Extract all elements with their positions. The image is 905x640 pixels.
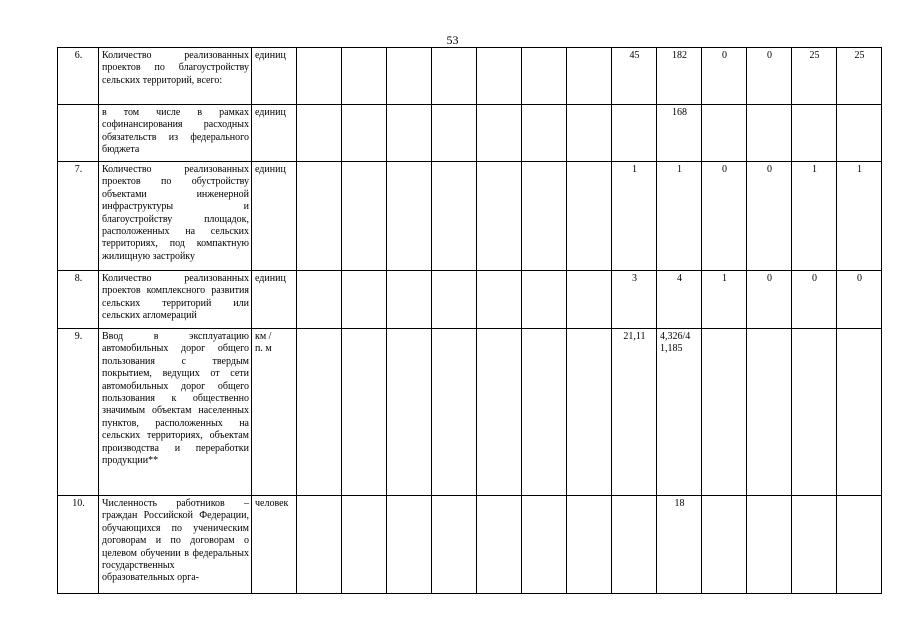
value-cell [837, 329, 882, 496]
indicator-name: Ввод в эксплуатацию автомобильных дорог общего пользования с твердым покрытием, ведущих от сети автомобильных дорог общего пользования к общественно значимым объектам населенных пунктов, расположенных на сельских территориях, объектам производства и переработки продукции** [99, 329, 252, 496]
value-cell [477, 496, 522, 594]
value-cell [747, 329, 792, 496]
value-cell [567, 496, 612, 594]
value-cell [702, 329, 747, 496]
value-cell [297, 48, 342, 105]
value-cell [387, 271, 432, 329]
table-row [58, 48, 882, 105]
page-number: 53 [446, 33, 459, 47]
value-cell [342, 162, 387, 271]
value-cell [477, 162, 522, 271]
value-cell [297, 496, 342, 594]
value-cell [387, 162, 432, 271]
value-cell [522, 105, 567, 162]
value-cell [387, 48, 432, 105]
row-number: 8. [58, 271, 99, 329]
value-cell: 1 [837, 162, 882, 271]
value-cell: 4,326/4 1,185 [657, 329, 702, 496]
value-cell [387, 105, 432, 162]
value-cell [567, 162, 612, 271]
table-row [58, 329, 882, 496]
value-cell [477, 271, 522, 329]
value-cell [522, 271, 567, 329]
indicator-name: Количество реализованных проектов по благоустройству сельских территорий, всего: [99, 48, 252, 105]
value-cell: 0 [747, 48, 792, 105]
value-cell: 25 [792, 48, 837, 105]
indicator-name: в том числе в рамках софинансирования расходных обязательств из федерального бюджета [99, 105, 252, 162]
unit-cell: человек [252, 496, 297, 594]
value-cell [612, 496, 657, 594]
value-cell: 182 [657, 48, 702, 105]
unit-cell: единиц [252, 271, 297, 329]
value-cell [477, 329, 522, 496]
indicators-table [57, 47, 882, 594]
value-cell [702, 105, 747, 162]
value-cell: 45 [612, 48, 657, 105]
table-row [58, 162, 882, 271]
value-cell [567, 271, 612, 329]
row-number [58, 105, 99, 162]
value-cell [747, 496, 792, 594]
value-cell [792, 105, 837, 162]
value-cell: 1 [702, 271, 747, 329]
value-cell [342, 48, 387, 105]
value-cell [297, 329, 342, 496]
value-cell [837, 105, 882, 162]
value-cell [792, 496, 837, 594]
row-number: 10. [58, 496, 99, 594]
value-cell: 1 [657, 162, 702, 271]
value-cell [342, 329, 387, 496]
value-cell [522, 48, 567, 105]
value-cell [567, 329, 612, 496]
value-cell [432, 105, 477, 162]
indicator-name: Численность работников – граждан Российской Федерации, обучающихся по ученическим договорам и по договорам о целевом обучении в федеральных государственных образовательных орга- [99, 496, 252, 594]
value-cell [297, 271, 342, 329]
value-cell: 0 [702, 48, 747, 105]
value-cell [432, 329, 477, 496]
value-cell: 4 [657, 271, 702, 329]
indicator-name: Количество реализованных проектов комплексного развития сельских территорий или сельских агломераций [99, 271, 252, 329]
value-cell [522, 329, 567, 496]
value-cell [477, 48, 522, 105]
value-cell [432, 496, 477, 594]
value-cell: 3 [612, 271, 657, 329]
value-cell [477, 105, 522, 162]
value-cell [387, 496, 432, 594]
value-cell: 21,11 [612, 329, 657, 496]
table-row [58, 105, 882, 162]
value-cell [342, 496, 387, 594]
value-cell [387, 329, 432, 496]
table-row [58, 271, 882, 329]
value-cell: 0 [747, 162, 792, 271]
row-number: 7. [58, 162, 99, 271]
value-cell: 1 [792, 162, 837, 271]
value-cell [747, 105, 792, 162]
value-cell [297, 162, 342, 271]
value-cell [567, 105, 612, 162]
unit-cell: единиц [252, 48, 297, 105]
value-cell [342, 105, 387, 162]
value-cell: 18 [657, 496, 702, 594]
value-cell: 0 [702, 162, 747, 271]
unit-cell: единиц [252, 105, 297, 162]
value-cell [342, 271, 387, 329]
value-cell [432, 271, 477, 329]
indicator-name: Количество реализованных проектов по обустройству объектами инженерной инфраструктуры и благоустройству площадок, расположенных на сельских территориях, под компактную жилищную застройку [99, 162, 252, 271]
value-cell: 0 [747, 271, 792, 329]
row-number: 6. [58, 48, 99, 105]
unit-cell: единиц [252, 162, 297, 271]
value-cell [522, 162, 567, 271]
value-cell [432, 162, 477, 271]
value-cell [522, 496, 567, 594]
value-cell [702, 496, 747, 594]
value-cell [792, 329, 837, 496]
value-cell: 0 [792, 271, 837, 329]
value-cell: 0 [837, 271, 882, 329]
value-cell [432, 48, 477, 105]
row-number: 9. [58, 329, 99, 496]
value-cell [837, 496, 882, 594]
value-cell: 25 [837, 48, 882, 105]
value-cell [567, 48, 612, 105]
value-cell [612, 105, 657, 162]
value-cell: 168 [657, 105, 702, 162]
unit-cell: км / п. м [252, 329, 297, 496]
table-row [58, 496, 882, 594]
value-cell: 1 [612, 162, 657, 271]
value-cell [297, 105, 342, 162]
